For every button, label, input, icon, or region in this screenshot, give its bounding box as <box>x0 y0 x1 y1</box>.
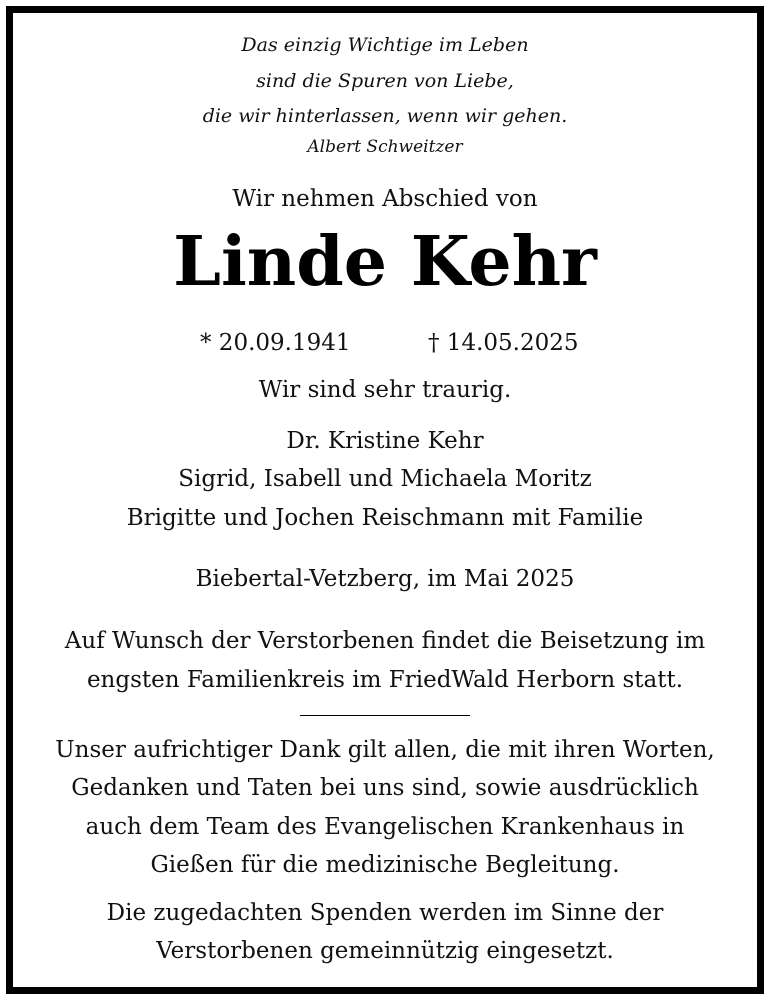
donations-line-2: Verstorbenen gemeinnützig eingesetzt. <box>156 938 614 964</box>
mourner-line-3: Brigitte und Jochen Reischmann mit Familie <box>126 505 644 531</box>
death-date: † 14.05.2025 <box>428 330 579 356</box>
quote-line-2: sind die Spuren von Liebe, <box>256 70 514 92</box>
burial-notice-line-2: engsten Familienkreis im FriedWald Herborn statt. <box>86 667 684 693</box>
mourner-line-1: Dr. Kristine Kehr <box>286 428 484 454</box>
quote-line-1: Das einzig Wichtige im Leben <box>241 34 529 56</box>
intro-text: Wir nehmen Abschied von <box>232 186 538 212</box>
donations-line-1: Die zugedachten Spenden werden im Sinne der <box>106 900 664 926</box>
life-dates <box>0 330 770 360</box>
thanks-line-3: auch dem Team des Evangelischen Krankenhaus in <box>85 814 685 840</box>
thanks-line-4: Gießen für die medizinische Begleitung. <box>150 852 620 878</box>
deceased-name: Linde Kehr <box>173 222 597 302</box>
quote-line-3: die wir hinterlassen, wenn wir gehen. <box>202 105 568 127</box>
burial-notice-line-1: Auf Wunsch der Verstorbenen findet die Beisetzung im <box>64 628 706 654</box>
sentiment-text: Wir sind sehr traurig. <box>258 377 512 403</box>
birth-date: * 20.09.1941 <box>200 330 351 356</box>
thanks-line-2: Gedanken und Taten bei uns sind, sowie ausdrücklich <box>71 775 699 801</box>
place-date: Biebertal-Vetzberg, im Mai 2025 <box>195 566 575 592</box>
quote-author: Albert Schweitzer <box>307 137 463 157</box>
mourner-line-2: Sigrid, Isabell und Michaela Moritz <box>178 466 592 492</box>
section-divider <box>300 715 470 716</box>
thanks-line-1: Unser aufrichtiger Dank gilt allen, die mit ihren Worten, <box>55 737 715 763</box>
